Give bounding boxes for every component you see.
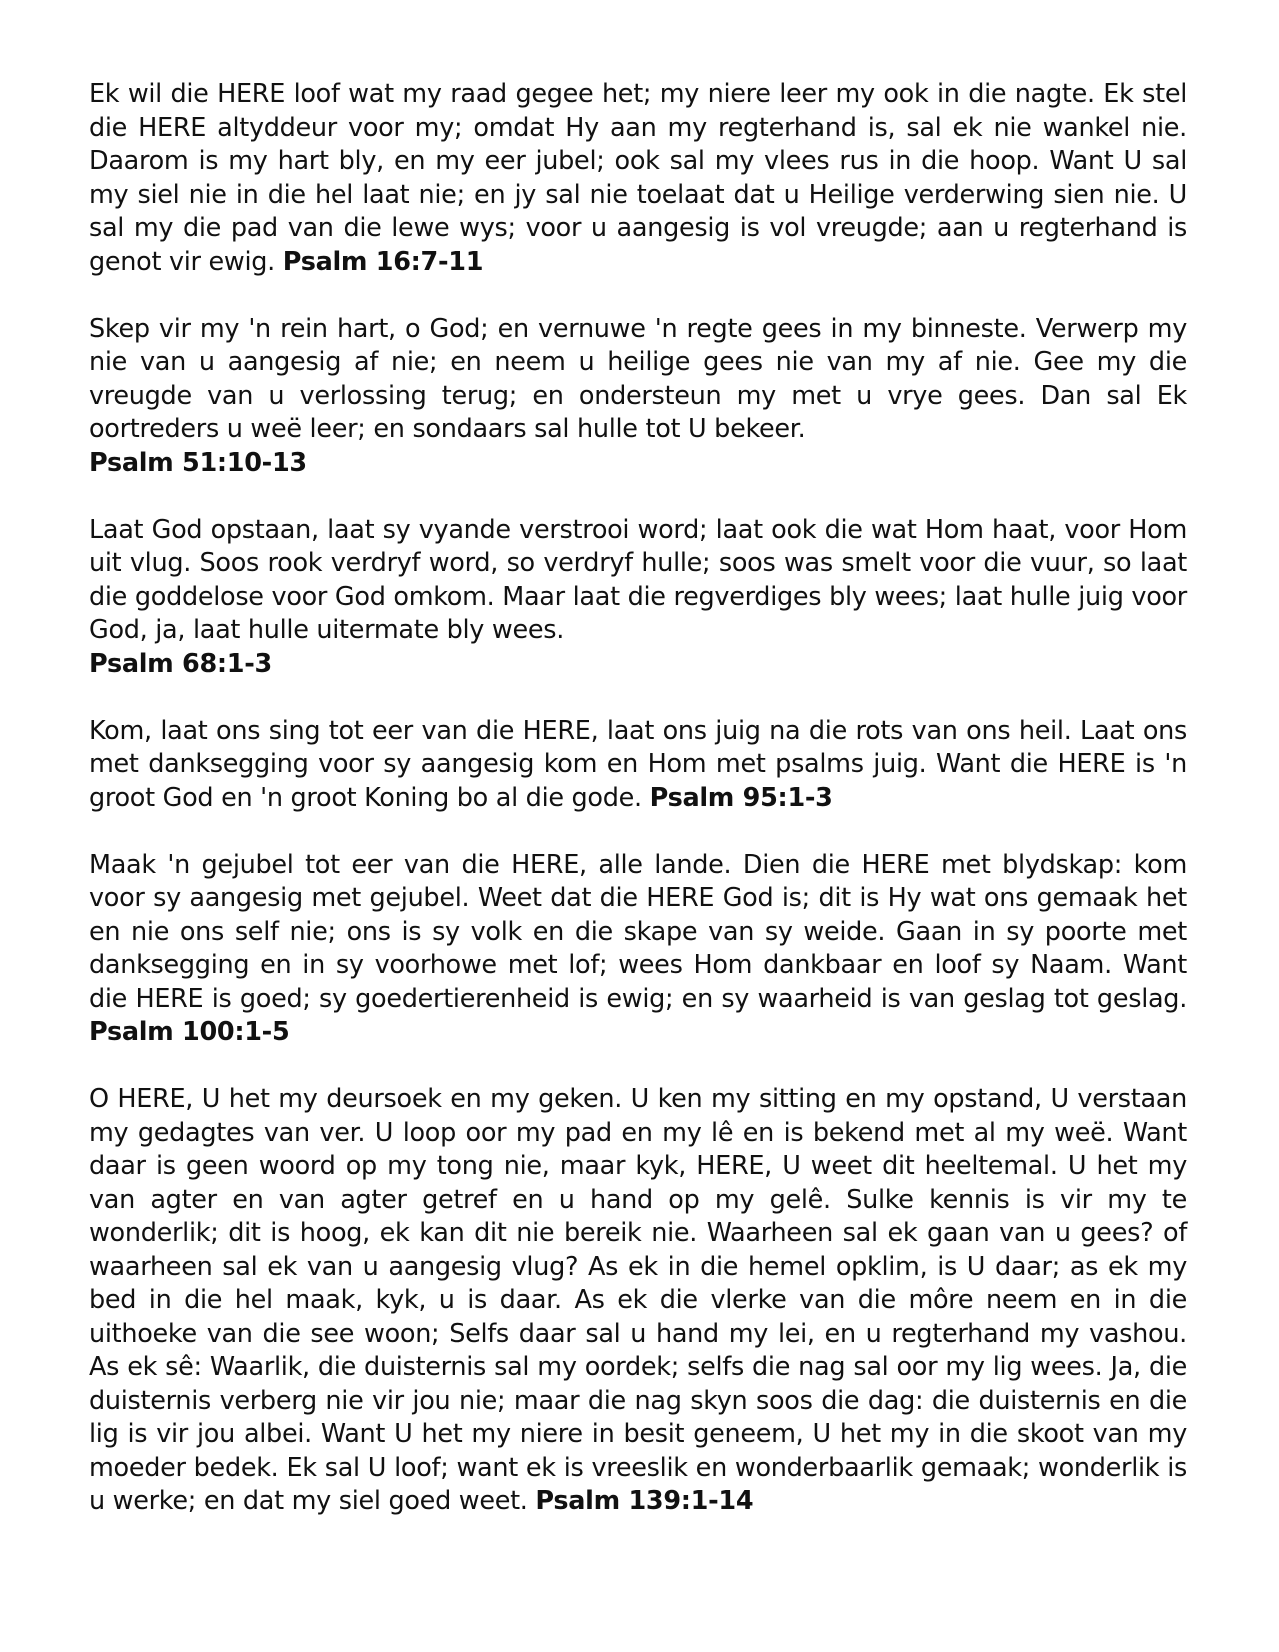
passage-reference: Psalm 51:10-13	[89, 447, 307, 478]
passage-text: Kom, laat ons sing tot eer van die HERE, laat ons juig na die rots van ons heil. Laat ons met danksegging voor sy aangesig kom en Hom met psalms juig. Want die HERE is 'n groot God en 'n groot Koning bo al die gode.	[89, 715, 1187, 813]
passage-reference: Psalm 16:7-11	[282, 246, 484, 277]
passage-reference: Psalm 100:1-5	[89, 1017, 290, 1047]
passage-text: Maak 'n gejubel tot eer van die HERE, alle lande. Dien die HERE met blydskap: kom voor sy aangesig met gejubel. Weet dat die HERE God is; dit is Hy wat ons gemaak het en nie ons self nie; ons is sy volk en die skape van sy weide. Gaan in sy poorte met danksegging en in sy voorhowe met lof; wees Hom dankbaar en loof sy Naam. Want die HERE is goed; sy goedertierenheid is ewig; en sy waarheid is van geslag tot geslag.	[89, 849, 1187, 1014]
passage-reference: Psalm 139:1-14	[535, 1486, 754, 1516]
passage-text: O HERE, U het my deursoek en my geken. U ken my sitting en my opstand, U verstaan my gedagtes van ver. U loop oor my pad en my lê en is bekend met al my weë. Want daar is geen woord op my tong nie, maar kyk, HERE, U weet dit heeltemal. U het my van agter en van agter getref en u hand op my gelê. Sulke kennis is vir my te wonderlik; dit is hoog, ek kan dit nie bereik nie. Waarheen sal ek gaan van u gees? of waarheen sal ek van u aangesig vlug? As ek in die hemel opklim, is U daar; as ek my bed in die hel maak, kyk, u is daar. As ek die vlerke van die môre neem en in die uithoeke van die see woon; Selfs daar sal u hand my lei, en u regterhand my vashou. As ek sê: Waarlik, die duisternis sal my oordek; selfs die nag sal oor my lig wees. Ja, die duisternis verberg nie vir jou nie; maar die nag skyn soos die dag: die duisternis en die lig is vir jou albei. Want U het my niere in besit geneem, U het my in die skoot van my moeder bedek. Ek sal U loof; want ek is vreeslik en wonderbaarlik gemaak; wonderlik is u werke; en dat my siel goed weet.	[89, 1084, 1187, 1516]
passage-text: Laat God opstaan, laat sy vyande verstrooi word; laat ook die wat Hom haat, voor Hom uit vlug. Soos rook verdryf word, so verdryf hulle; soos was smelt voor die vuur, so laat die goddelose voor God omkom. Maar laat die regverdiges bly wees; laat hulle juig voor God, ja, laat hulle uitermate bly wees.	[89, 514, 1187, 645]
passage-psalm-68	[89, 514, 1187, 682]
passage-reference: Psalm 68:1-3	[89, 648, 272, 679]
passage-psalm-16	[89, 78, 1187, 279]
passage-text: Ek wil die HERE loof wat my raad gegee het; my niere leer my ook in die nagte. Ek stel die HERE altyddeur voor my; omdat Hy aan my regterhand is, sal ek nie wankel nie. Daarom is my hart bly, en my eer jubel; ook sal my vlees rus in die hoop. Want U sal my siel nie in die hel laat nie; en jy sal nie toelaat dat u Heilige verderwing sien nie. U sal my die pad van die lewe wys; voor u aangesig is vol vreugde; aan u regterhand is genot vir ewig.	[89, 79, 1187, 277]
passage-reference: Psalm 95:1-3	[649, 782, 833, 813]
passage-psalm-100	[89, 849, 1187, 1050]
passage-text: Skep vir my 'n rein hart, o God; en vernuwe 'n regte gees in my binneste. Verwerp my nie van u aangesig af nie; en neem u heilige gees nie van my af nie. Gee my die vreugde van u verlossing terug; en ondersteun my met u vrye gees. Dan sal Ek oortreders u weë leer; en sondaars sal hulle tot U bekeer.	[89, 313, 1187, 444]
document-page	[89, 78, 1187, 1552]
passage-psalm-139	[89, 1083, 1187, 1519]
passage-psalm-95	[89, 715, 1187, 816]
passage-psalm-51	[89, 313, 1187, 481]
